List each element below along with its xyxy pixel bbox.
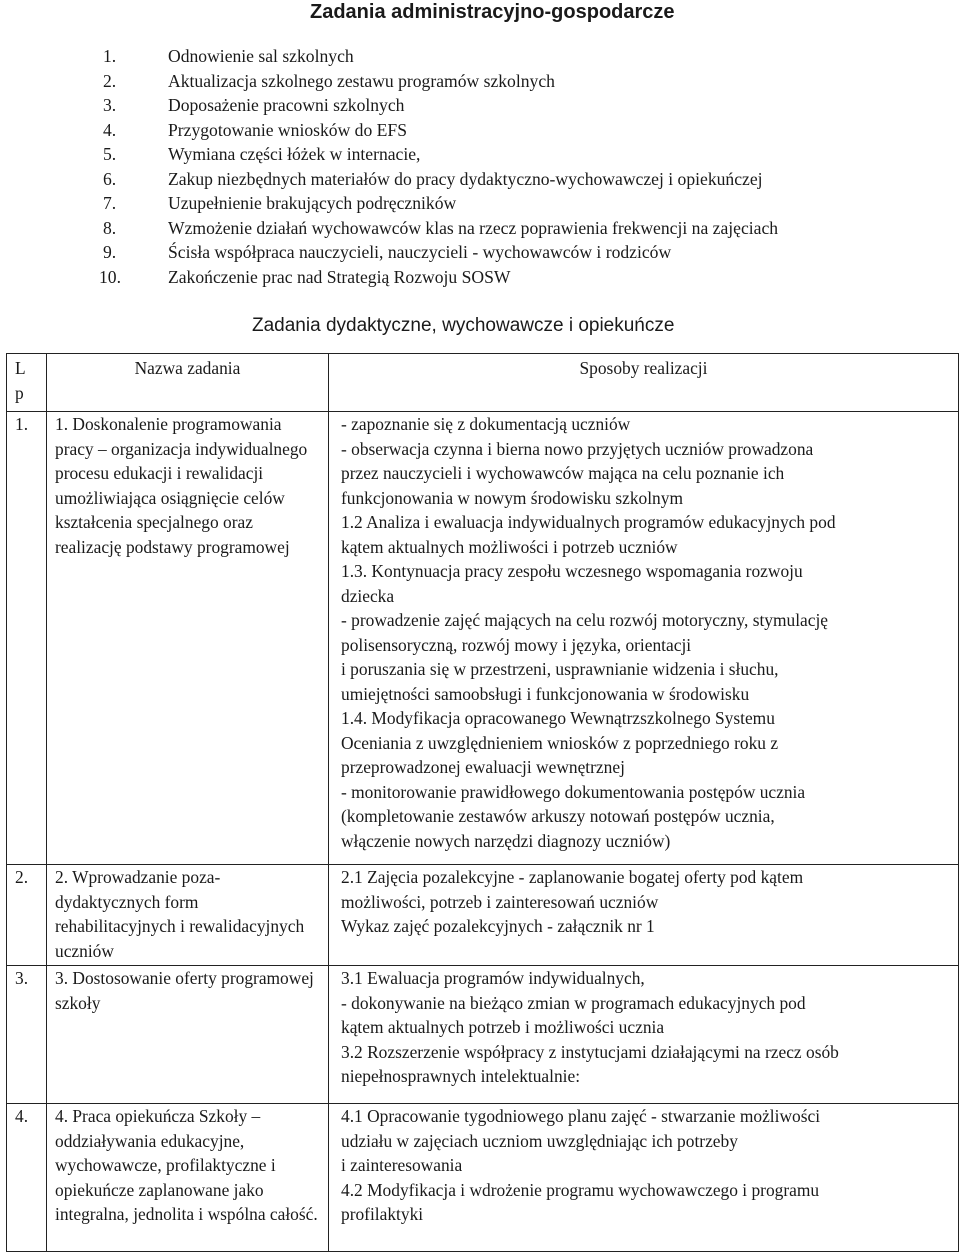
list-item-text: Wymiana części łóżek w internacie, (168, 144, 421, 164)
list-item (103, 118, 778, 143)
list-item-number: 10. (99, 266, 121, 287)
list-item-text: Doposażenie pracowni szkolnych (168, 95, 405, 115)
list-item (103, 167, 778, 192)
list-item-number: 5. (103, 144, 117, 164)
realization-line: - obserwacja czynna i bierna nowo przyjętych uczniów prowadzona (341, 438, 814, 459)
header-task-name: Nazwa zadania (47, 354, 329, 412)
list-item-number: 2. (103, 70, 117, 91)
header-lp-line: L (15, 358, 26, 378)
table-row (7, 966, 959, 1104)
list-item (103, 216, 778, 241)
list-item-number: 1. (103, 46, 117, 66)
realization-line: udziału w zajęciach uczniom uwzględniając ich potrzeby (341, 1130, 738, 1151)
list-item (103, 44, 778, 69)
realization-line: 2.1 Zajęcia pozalekcyjne - zaplanowanie bogatej oferty pod kątem (341, 867, 804, 887)
realization-line: funkcjonowania w nowym środowisku szkolnym (341, 487, 683, 508)
admin-section-title: Zadania administracyjno-gospodarcze (310, 1, 675, 23)
list-item-text: Wzmożenie działań wychowawców klas na rzecz poprawienia frekwencji na zajęciach (168, 217, 779, 238)
realization-line: 1.4. Modyfikacja opracowanego Wewnątrzszkolnego Systemu (341, 708, 775, 728)
row-realization (329, 966, 959, 1104)
list-item-text: Odnowienie sal szkolnych (168, 46, 354, 66)
realization-line: i poruszania się w przestrzeni, usprawnianie widzenia i słuchu, (341, 659, 779, 679)
list-item-text: Uzupełnienie brakujących podręczników (168, 193, 457, 213)
realization-line: profilaktyki (341, 1204, 424, 1224)
list-item-number: 6. (103, 168, 117, 189)
table-row (7, 865, 959, 966)
realization-line: 4.1 Opracowanie tygodniowego planu zajęć - stwarzanie możliwości (341, 1106, 821, 1126)
table-row (7, 412, 959, 865)
realization-line: - prowadzenie zajęć mających na celu rozwój motoryczny, stymulację (341, 610, 829, 630)
realization-line: - zapoznanie się z dokumentacją uczniów (341, 414, 631, 434)
realization-line: 1.2 Analiza i ewaluacja indywidualnych programów edukacyjnych pod (341, 512, 836, 532)
row-task-name: 3. Dostosowanie oferty programowej szkoły (47, 966, 329, 1104)
tasks-table (6, 353, 959, 1252)
realization-line: niepełnosprawnych intelektualnie: (341, 1066, 581, 1086)
realization-line: przez nauczycieli i wychowawców mająca na celu poznanie ich (341, 463, 785, 483)
realization-line: polisensoryczną, rozwój mowy i języka, orientacji (341, 634, 692, 655)
realization-line: (kompletowanie zestawów arkuszy notowań postępów ucznia, (341, 806, 775, 826)
table-row (7, 1104, 959, 1252)
realization-line: 3.1 Ewaluacja programów indywidualnych, (341, 968, 645, 988)
realization-line: przeprowadzonej ewaluacji wewnętrznej (341, 757, 625, 777)
list-item-number: 7. (103, 193, 117, 213)
realization-line: Oceniania z uwzględnieniem wniosków z poprzedniego roku z (341, 732, 779, 753)
row-realization (329, 412, 959, 865)
list-item-text: Zakończenie prac nad Strategią Rozwoju SOSW (168, 266, 511, 287)
header-realization: Sposoby realizacji (329, 354, 959, 412)
list-item (103, 142, 778, 167)
list-item (103, 69, 778, 94)
list-item-text: Przygotowanie wniosków do EFS (168, 119, 407, 140)
header-lp (7, 354, 47, 412)
realization-line: Wykaz zajęć pozalekcyjnych - załącznik nr 1 (341, 916, 655, 936)
list-item-text: Zakup niezbędnych materiałów do pracy dydaktyczno-wychowawczej i opiekuńczej (168, 168, 763, 189)
row-lp: 1. (7, 412, 47, 865)
didactic-section-title: Zadania dydaktyczne, wychowawcze i opiekuńcze (252, 315, 675, 336)
realization-line: i zainteresowania (341, 1155, 463, 1175)
realization-line: dziecka (341, 585, 395, 606)
row-task-name: 4. Praca opiekuńcza Szkoły – oddziaływania edukacyjne, wychowawcze, profilaktyczne i opiekuńcze zaplanowane jako integralna, jednolita i wspólna całość. (47, 1104, 329, 1252)
list-item (103, 93, 778, 118)
realization-line: włączenie nowych narzędzi diagnozy uczniów) (341, 830, 671, 851)
realization-line: kątem aktualnych możliwości i potrzeb uczniów (341, 536, 678, 557)
row-lp: 2. (7, 865, 47, 966)
row-realization (329, 865, 959, 966)
realization-line: 1.3. Kontynuacja pracy zespołu wczesnego wspomagania rozwoju (341, 561, 803, 581)
list-item-number: 4. (103, 119, 117, 140)
realization-line: kątem aktualnych potrzeb i możliwości ucznia (341, 1017, 665, 1037)
list-item-number: 3. (103, 95, 117, 115)
realization-line: - dokonywanie na bieżąco zmian w programach edukacyjnych pod (341, 992, 806, 1013)
header-lp-line: p (15, 383, 24, 403)
realization-line: umiejętności samoobsługi i funkcjonowania w środowisku (341, 683, 750, 704)
row-lp: 4. (7, 1104, 47, 1252)
row-task-name: 2. Wprowadzanie poza-dydaktycznych form rehabilitacyjnych i rewalidacyjnych uczniów (47, 865, 329, 966)
row-task-name: 1. Doskonalenie programowania pracy – organizacja indywidualnego procesu edukacji i rewalidacji umożliwiająca osiągnięcie celów kształcenia specjalnego oraz realizację podstawy programowej (47, 412, 329, 865)
realization-line: 3.2 Rozszerzenie współpracy z instytucjami działającymi na rzecz osób (341, 1041, 839, 1062)
realization-line: - monitorowanie prawidłowego dokumentowania postępów ucznia (341, 781, 806, 802)
table-header-row (7, 354, 959, 412)
row-lp: 3. (7, 966, 47, 1104)
list-item-text: Ścisła współpraca nauczycieli, nauczycieli - wychowawców i rodziców (168, 242, 672, 262)
list-item-text: Aktualizacja szkolnego zestawu programów szkolnych (168, 70, 555, 91)
list-item (103, 191, 778, 216)
list-item-number: 8. (103, 217, 117, 238)
realization-line: 4.2 Modyfikacja i wdrożenie programu wychowawczego i programu (341, 1179, 820, 1200)
list-item (99, 265, 778, 290)
row-realization (329, 1104, 959, 1252)
realization-line: możliwości, potrzeb i zainteresowań uczniów (341, 891, 659, 912)
list-item-number: 9. (103, 242, 117, 262)
list-item (103, 240, 778, 265)
admin-task-list (99, 44, 779, 289)
